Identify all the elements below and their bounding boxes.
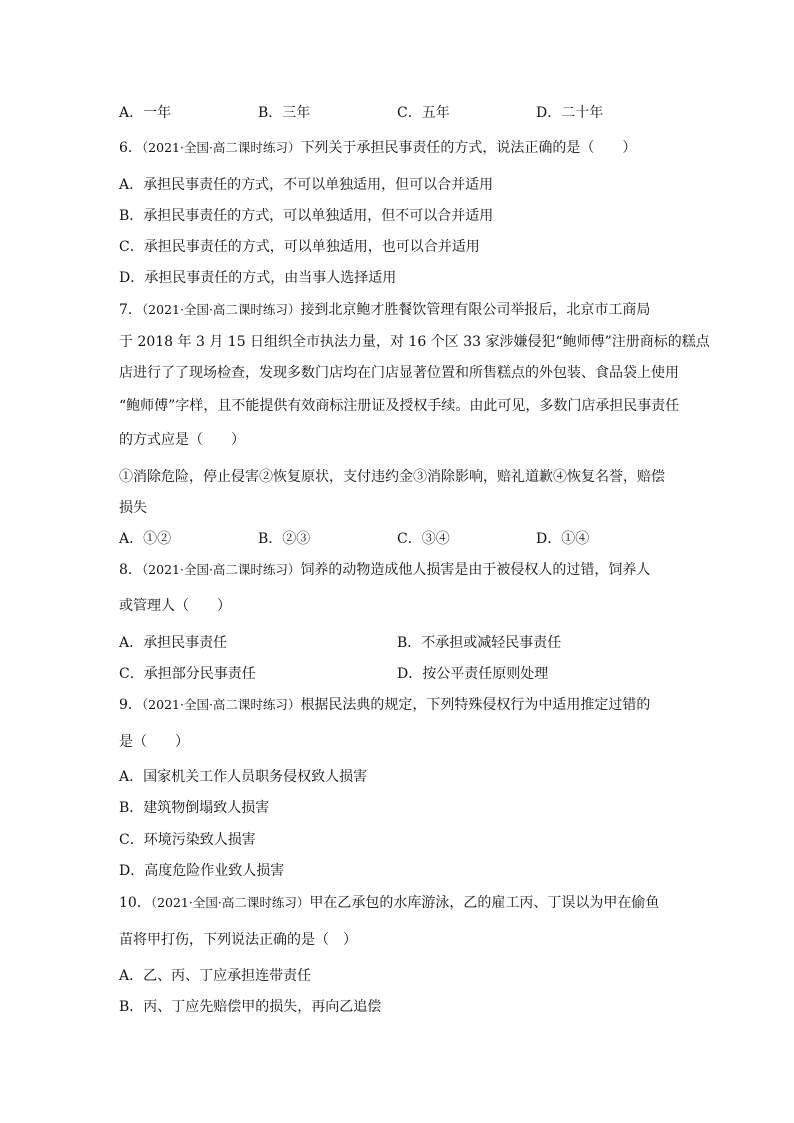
question-stem: [119, 894, 659, 912]
option-d: D．二十年: [536, 105, 604, 121]
question-text: 店进行了了现场检查，发现多数门店均在门店显著位置和所售糕点的外包装、食品袋上使用: [119, 365, 679, 381]
option-b: B．三年: [258, 105, 311, 121]
question-items: 损失: [119, 500, 147, 516]
question-number: 6．: [119, 140, 142, 156]
option-b: B．②③: [258, 531, 311, 547]
question-source: （2021·全国·高二课时练习）: [141, 562, 301, 577]
question-text: 的方式应是（ ）: [119, 432, 245, 448]
question-text: “鲍师傅”字样，且不能提供有效商标注册证及授权手续。由此可见，多数门店承担民事责任: [119, 398, 680, 414]
question-number: 9．: [119, 697, 142, 713]
question-source: （2021·全国·高二课时练习）: [141, 697, 301, 712]
question-stem: [119, 301, 650, 319]
question-text: 是（ ）: [119, 734, 189, 750]
option-c: C．承担部分民事责任: [119, 666, 256, 682]
option-a: A．承担民事责任: [119, 635, 228, 651]
question-text: 于 2018 年 3 月 15 日组织全市执法力量，对 16 个区 33 家涉嫌侵犯“鲍师傅”注册商标的糕点: [119, 334, 710, 350]
question-stem: [119, 561, 650, 579]
question-stem: [119, 139, 636, 157]
option-a: A．乙、丙、丁应承担连带责任: [119, 968, 312, 984]
option-d: D．①④: [536, 531, 590, 547]
option-d: D．按公平责任原则处理: [397, 666, 549, 682]
question-text: 苗将甲打伤，下列说法正确的是（ ）: [119, 932, 357, 948]
option-d: D．承担民事责任的方式，由当事人选择适用: [119, 270, 397, 286]
option-b: B．不承担或减轻民事责任: [397, 635, 562, 651]
option-c: C．环境污染致人损害: [119, 832, 256, 848]
question-items: ①消除危险，停止侵害②恢复原状，支付违约金③消除影响，赔礼道歉④恢复名誉，赔偿: [119, 469, 665, 485]
option-c: C．③④: [397, 531, 450, 547]
option-a: A．一年: [119, 105, 172, 121]
question-text: 下列关于承担民事责任的方式，说法正确的是（ ）: [300, 140, 637, 156]
option-c: C．承担民事责任的方式，可以单独适用，也可以合并适用: [119, 239, 480, 255]
question-number: 7．: [119, 302, 142, 318]
question-source: （2021·全国·高二课时练习）: [150, 895, 310, 910]
question-text: 根据民法典的规定，下列特殊侵权行为中适用推定过错的: [300, 697, 651, 713]
question-text: 或管理人（ ）: [119, 598, 231, 614]
option-b: B．承担民事责任的方式，可以单独适用，但不可以合并适用: [119, 208, 494, 224]
option-b: B．丙、丁应先赔偿甲的损失，再向乙追偿: [119, 999, 382, 1015]
question-number: 8．: [119, 562, 142, 578]
option-d: D．高度危险作业致人损害: [119, 863, 285, 879]
question-source: （2021·全国·高二课时练习）: [141, 302, 301, 317]
option-c: C．五年: [397, 105, 450, 121]
question-number: 10．: [119, 895, 151, 911]
question-source: （2021·全国·高二课时练习）: [141, 140, 301, 155]
option-b: B．建筑物倒塌致人损害: [119, 800, 270, 816]
question-stem: [119, 696, 650, 714]
option-a: A．国家机关工作人员职务侵权致人损害: [119, 769, 368, 785]
question-text: 饲养的动物造成他人损害是由于被侵权人的过错，饲养人: [300, 562, 651, 578]
question-text: 甲在乙承包的水库游泳，乙的雇工丙、丁误以为甲在偷鱼: [309, 895, 660, 911]
option-a: A．承担民事责任的方式，不可以单独适用，但可以合并适用: [119, 177, 494, 193]
option-a: A．①②: [119, 531, 172, 547]
question-text: 接到北京鲍才胜餐饮管理有限公司举报后，北京市工商局: [300, 302, 651, 318]
